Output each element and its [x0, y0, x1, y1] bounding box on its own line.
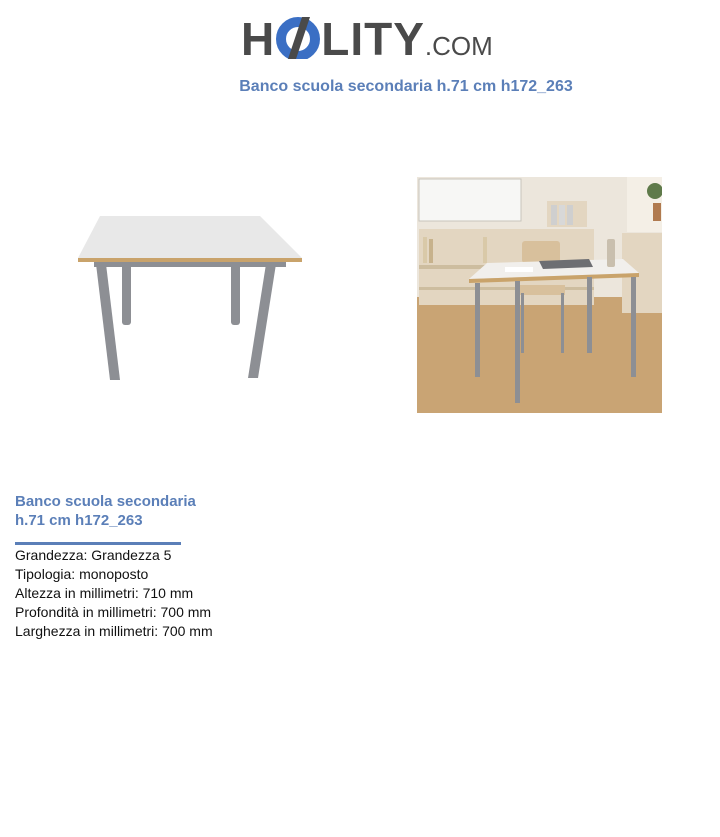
product-title-line2: h.71 cm h172_263 [15, 512, 143, 529]
spec-label: Grandezza [15, 547, 84, 563]
spec-row: Profondità in millimetri: 700 mm [15, 604, 212, 620]
spec-label: Altezza in millimetri [15, 585, 135, 601]
product-title [15, 492, 275, 530]
product-image-main [60, 180, 320, 410]
spec-label: Larghezza in millimetri [15, 623, 155, 639]
logo-letter-h: H [241, 13, 276, 65]
page-title: Banco scuola secondaria h.71 cm h172_263 [239, 78, 573, 95]
spec-row: Altezza in millimetri: 710 mm [15, 585, 194, 601]
spec-value: Grandezza 5 [91, 547, 172, 563]
spec-value: 700 mm [162, 623, 213, 639]
product-title-line1: Banco scuola secondaria [15, 493, 196, 510]
logo-letters-lity: LITY [321, 13, 425, 65]
product-image-ambient [417, 177, 662, 413]
spec-label: Profondità in millimetri [15, 604, 153, 620]
spec-label: Tipologia [15, 566, 72, 582]
title-divider [15, 542, 181, 545]
logo-o-icon [276, 12, 320, 56]
spec-value: monoposto [79, 566, 149, 582]
logo-domain: .COM [424, 31, 493, 61]
holity-logo[interactable] [241, 8, 493, 70]
logo-wordmark [241, 8, 493, 77]
spec-value: 700 mm [160, 604, 212, 620]
spec-row: Tipologia: monoposto [15, 566, 149, 582]
spec-row: Grandezza: Grandezza 5 [15, 547, 172, 563]
spec-value: 710 mm [142, 585, 194, 601]
spec-list [15, 546, 213, 641]
spec-row: Larghezza in millimetri: 700 mm [15, 623, 213, 639]
